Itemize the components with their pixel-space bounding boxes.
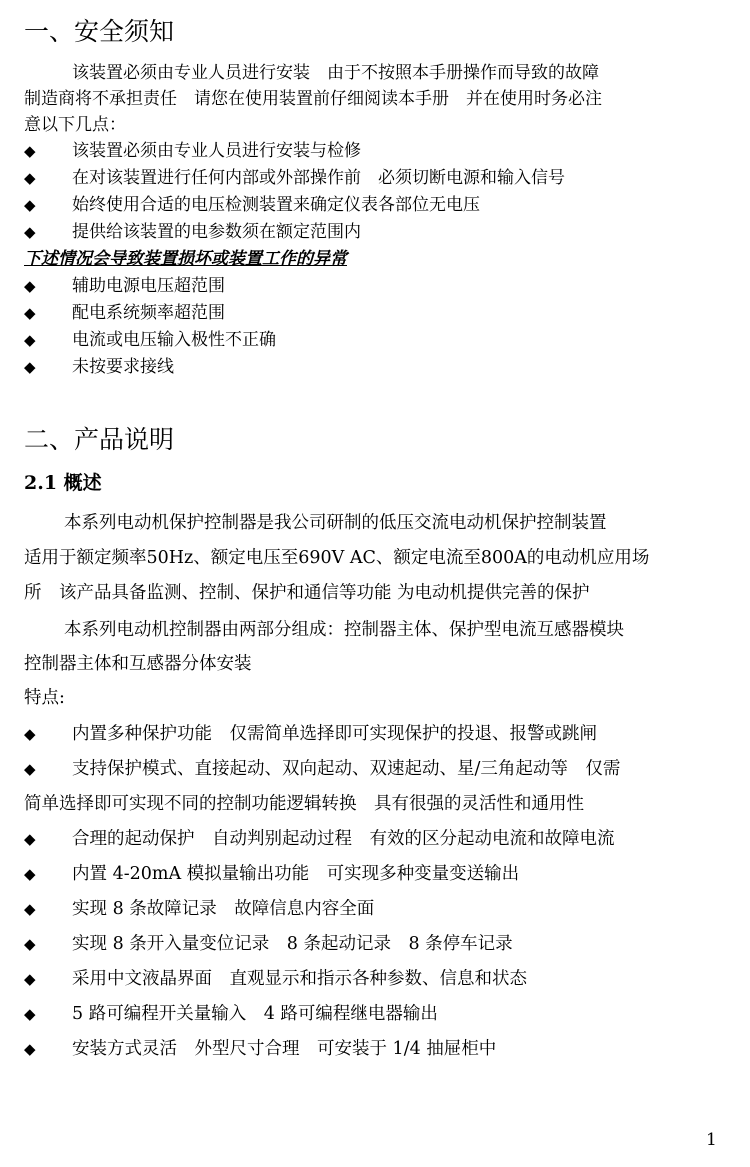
feature-item-8: 5 路可编程开关量输入 4 路可编程继电器输出 [72,1004,438,1024]
safety-point-2: 在对该装置进行任何内部或外部操作前 必须切断电源和输入信号 [72,168,565,188]
bullet-icon: ◆ [24,331,36,349]
feature-item-4: 内置 4-20mA 模拟量输出功能 可实现多种变量变送输出 [72,864,520,884]
bullet-icon: ◆ [24,865,36,883]
section1-intro-line-3: 意以下几点： [24,115,126,135]
feature-item-6: 实现 8 条开入量变位记录 8 条起动记录 8 条停车记录 [72,934,513,954]
abnormal-item-4: 未按要求接线 [72,357,174,377]
bullet-icon: ◆ [24,830,36,848]
bullet-icon: ◆ [24,760,36,778]
bullet-icon: ◆ [24,196,36,214]
abnormal-item-2: 配电系统频率超范围 [72,303,225,323]
bullet-icon: ◆ [24,358,36,376]
safety-point-1: 该装置必须由专业人员进行安装与检修 [72,141,361,161]
section2-subtitle: 2.1 概述 [24,472,102,494]
safety-point-4: 提供给该装置的电参数须在额定范围内 [72,222,361,242]
warning-heading: 下述情况会导致装置损坏或装置工作的异常 [24,249,347,269]
bullet-icon: ◆ [24,304,36,322]
overview-para1-line-1: 本系列电动机保护控制器是我公司研制的低压交流电动机保护控制装置 [64,513,607,533]
feature-item-9: 安装方式灵活 外型尺寸合理 可安装于 1/4 抽屉柜中 [72,1039,497,1059]
feature-item-5: 实现 8 条故障记录 故障信息内容全面 [72,899,375,919]
bullet-icon: ◆ [24,169,36,187]
overview-para1-line-3: 所 该产品具备监测、控制、保护和通信等功能 为电动机提供完善的保护 [24,583,590,603]
section1-intro-line-1: 该装置必须由专业人员进行安装 由于不按照本手册操作而导致的故障 [72,63,599,83]
abnormal-item-3: 电流或电压输入极性不正确 [72,330,276,350]
page-number: 1 [706,1130,717,1150]
overview-para2-line-2: 控制器主体和互感器分体安装 [24,654,252,674]
section1-intro-line-2: 制造商将不承担责任 请您在使用装置前仔细阅读本手册 并在使用时务必注 [24,89,602,109]
section1-title: 一、安全须知 [24,17,175,46]
bullet-icon: ◆ [24,900,36,918]
features-label: 特点: [24,688,65,708]
section2-title: 二、产品说明 [24,425,175,454]
bullet-icon: ◆ [24,1040,36,1058]
bullet-icon: ◆ [24,725,36,743]
bullet-icon: ◆ [24,223,36,241]
abnormal-item-1: 辅助电源电压超范围 [72,276,225,296]
feature-item-7: 采用中文液晶界面 直观显示和指示各种参数、信息和状态 [72,969,527,989]
bullet-icon: ◆ [24,142,36,160]
feature-item-1: 内置多种保护功能 仅需简单选择即可实现保护的投退、报警或跳闸 [72,724,597,744]
overview-para2-line-1: 本系列电动机控制器由两部分组成：控制器主体、保护型电流互感器模块 [64,620,624,640]
bullet-icon: ◆ [24,970,36,988]
feature-item-2: 支持保护模式、直接起动、双向起动、双速起动、星/三角起动等 仅需 [72,759,621,779]
feature-item-2-continuation: 简单选择即可实现不同的控制功能逻辑转换 具有很强的灵活性和通用性 [24,794,584,814]
feature-item-3: 合理的起动保护 自动判别起动过程 有效的区分起动电流和故障电流 [72,829,615,849]
bullet-icon: ◆ [24,1005,36,1023]
bullet-icon: ◆ [24,935,36,953]
overview-para1-line-2: 适用于额定频率50Hz、额定电压至690V AC、额定电流至800A的电动机应用场 [24,548,650,568]
bullet-icon: ◆ [24,277,36,295]
safety-point-3: 始终使用合适的电压检测装置来确定仪表各部位无电压 [72,195,480,215]
